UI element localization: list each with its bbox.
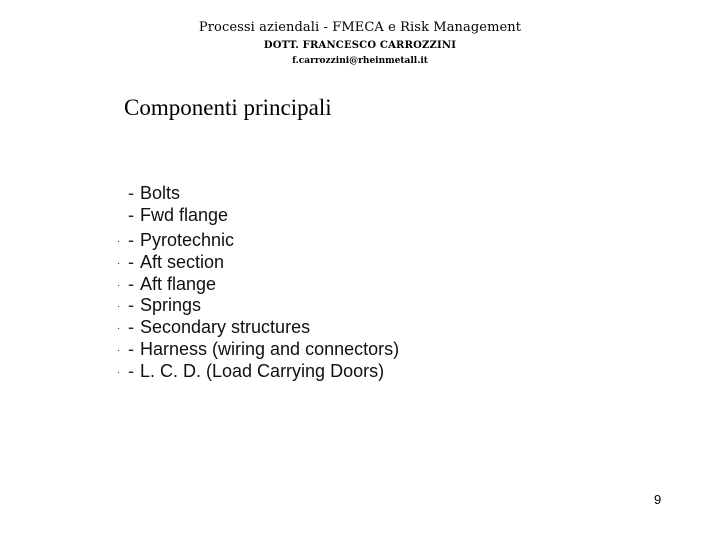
dash-bullet-icon: · - [116, 274, 134, 296]
component-label: Harness (wiring and connectors) [140, 339, 400, 360]
list-item [116, 252, 399, 274]
header-author: DOTT. FRANCESCO CARROZZINI [263, 40, 457, 51]
component-label: Aft section [140, 251, 225, 272]
dash-bullet-icon: - [128, 204, 134, 225]
component-label: Bolts [140, 183, 181, 203]
component-label: Secondary structures [140, 317, 311, 338]
page-number: 9 [654, 492, 662, 507]
dash-bullet-icon: · - [116, 361, 134, 383]
dash-bullet-icon: · - [116, 339, 134, 361]
header-title: Processi aziendali - FMECA e Risk Management [198, 20, 522, 35]
dash-bullet-icon: · - [116, 317, 134, 339]
list-item [116, 361, 399, 383]
component-label: L. C. D. (Load Carrying Doors) [140, 361, 385, 382]
section-title: Componenti principali [124, 95, 332, 120]
header-email: f.carrozzini@rheinmetall.it [292, 56, 428, 66]
dash-bullet-icon: - [128, 183, 134, 203]
list-item [116, 295, 399, 317]
component-label: Fwd flange [140, 204, 229, 225]
component-label: Springs [140, 295, 202, 316]
dash-bullet-icon: · - [116, 295, 134, 317]
dash-bullet-icon: · - [116, 252, 134, 274]
list-item [116, 230, 399, 252]
component-label: Pyrotechnic [140, 229, 235, 250]
list-item [116, 274, 399, 296]
list-item [116, 339, 399, 361]
list-item [116, 183, 399, 205]
list-item [116, 317, 399, 339]
component-label: Aft flange [140, 273, 217, 294]
component-list [116, 183, 399, 383]
dash-bullet-icon: · - [116, 230, 134, 252]
list-item [116, 205, 399, 227]
